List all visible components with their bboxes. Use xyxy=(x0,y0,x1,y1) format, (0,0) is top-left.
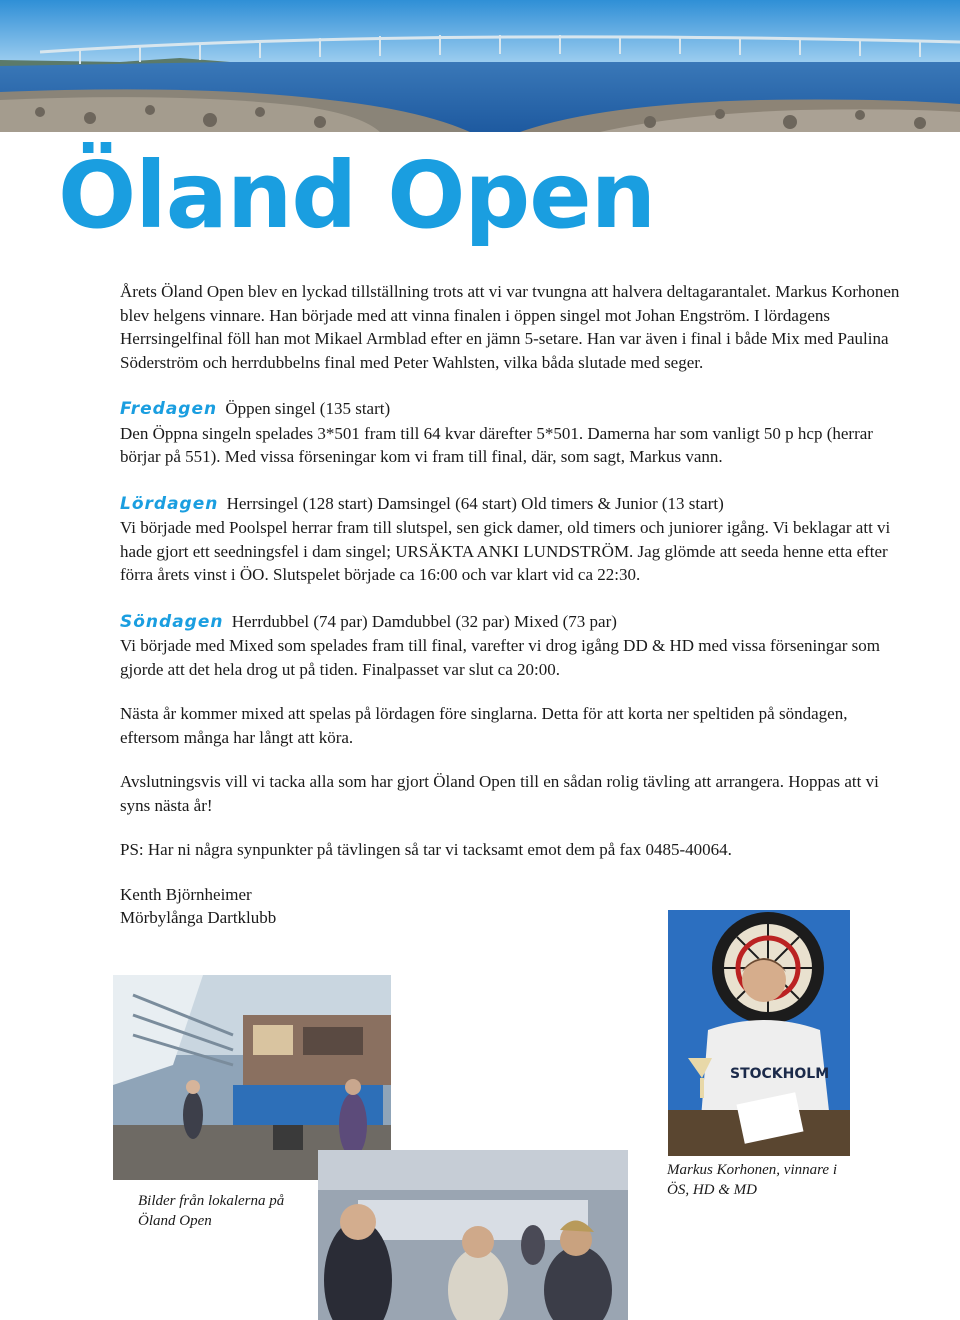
day-section-friday xyxy=(120,397,910,469)
players-photo xyxy=(318,1150,628,1320)
day-events: Herrdubbel (74 par) Damdubbel (32 par) Mixed (73 par) xyxy=(231,611,617,631)
svg-text:STOCKHOLM: STOCKHOLM xyxy=(730,1066,830,1082)
day-section-saturday xyxy=(120,492,910,587)
ps-paragraph: PS: Har ni några synpunkter på tävlingen så tar vi tacksamt emot dem på fax 0485-40064. xyxy=(120,840,732,859)
winner-photo xyxy=(668,910,850,1156)
day-heading: Fredagen xyxy=(120,399,218,419)
signature-name: Kenth Björnheimer xyxy=(120,884,252,904)
next-year-paragraph: Nästa år kommer mixed att spelas på lördagen före singlarna. Detta för att korta ner speltiden på söndagen, eftersom många har långt att köra. xyxy=(120,704,848,747)
closing-paragraph: Avslutningsvis vill vi tacka alla som har gjort Öland Open till en sådan rolig tävling att arrangera. Hoppas att vi syns nästa år! xyxy=(120,772,879,815)
day-text: Vi började med Mixed som spelades fram till final, varefter vi drog igång DD & HD med vissa förseningar som gjorde att det hela drog ut på tiden. Finalpasset var slut ca 20:00. xyxy=(120,636,881,679)
day-text: Vi började med Poolspel herrar fram till slutspel, sen gick damer, old timers och juniorer igång. Vi beklagar att vi hade gjort ett seedningsfel i dam singel; URSÄKTA ANKI LUNDSTRÖM. Jag glömde att seeda henne etta efter förra årets vinst i ÖO. Slutspelet började ca 16:00 och var klart vid ca 22:30. xyxy=(120,518,891,584)
day-section-sunday xyxy=(120,610,910,682)
signature-club: Mörbylånga Dartklubb xyxy=(120,908,277,927)
day-events: Öppen singel (135 start) xyxy=(225,399,391,418)
venue-caption: Bilder från lokalerna på Öland Open xyxy=(138,1193,285,1229)
article-body xyxy=(120,280,910,930)
day-events: Herrsingel (128 start) Damsingel (64 start) Old timers & Junior (13 start) xyxy=(226,493,724,513)
intro-paragraph: Årets Öland Open blev en lyckad tillställning trots att vi var tvungna att halvera deltagarantalet. Markus Korhonen blev helgens vinnare. Han började med att vinna finalen i öppen singel mot Johan Engström. I lördagens Herrsingelfinal föll han mot Mikael Armblad efter en jämn 5-setare. Han var även i final i både Mix med Paulina Söderström och herrdubbelns final med Peter Wahlsten, vilka båda slutade med seger. xyxy=(120,282,900,372)
day-heading: Söndagen xyxy=(120,611,224,632)
bridge-photo xyxy=(0,0,960,132)
day-heading: Lördagen xyxy=(120,493,219,514)
winner-caption: Markus Korhonen, vinnare i ÖS, HD & MD xyxy=(667,1162,837,1198)
page-title: Öland Open xyxy=(58,142,656,249)
day-text: Den Öppna singeln spelades 3*501 fram till 64 kvar därefter 5*501. Damerna har som vanligt 50 p hcp (herrar börjar på 551). Med vissa förseningar kom vi fram till final, där, som sagt, Markus vann. xyxy=(120,423,873,466)
